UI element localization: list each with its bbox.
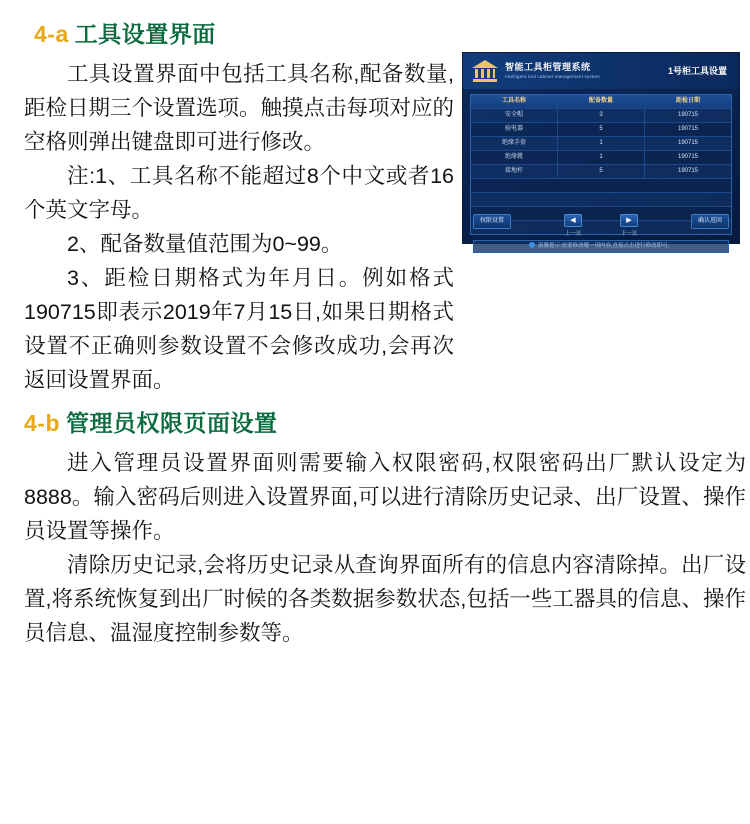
next-page-control[interactable] <box>620 214 638 237</box>
screen-brand-cn: 智能工具柜管理系统 <box>505 62 591 72</box>
prev-page-control[interactable] <box>564 214 582 237</box>
figure-tool-setting-screen <box>462 52 740 249</box>
info-icon <box>529 242 535 248</box>
table-row[interactable] <box>471 179 731 193</box>
screen-hint-bar <box>473 240 729 253</box>
screen-page-title: 1号柜工具设置 <box>667 66 727 76</box>
screen-footer <box>463 214 739 237</box>
paragraph: 清除历史记录,会将历史记录从查询界面所有的信息内容清除掉。出厂设置,将系统恢复到出厂时候的各类数据参数状态,包括一些工器具的信息、操作员信息、温湿度控制参数等。 <box>24 553 746 645</box>
cell-quantity[interactable]: 5 <box>558 165 645 178</box>
next-page-label: 下一页 <box>620 231 638 237</box>
cell-tool-name[interactable]: 绝缘靴 <box>471 151 558 164</box>
column-header: 工具名称 <box>471 95 558 108</box>
cell-inspection-date[interactable]: 190715 <box>677 126 699 132</box>
arrow-right-icon[interactable]: ▶ <box>620 214 638 227</box>
screen-brand <box>505 62 600 80</box>
section-4b-heading <box>24 405 736 438</box>
permission-setting-button[interactable]: 权限设置 <box>473 214 511 229</box>
paragraph: 3、距检日期格式为年月日。例如格式190715即表示2019年7月15日,如果日期格式设置不正确则参数设置不会修改成功,会再次返回设置界面。 <box>24 266 454 392</box>
cell-tool-name[interactable]: 绝缘手套 <box>471 137 558 150</box>
cell-tool-name[interactable]: 接地杆 <box>471 165 558 178</box>
cell-tool-name[interactable]: 验电器 <box>471 123 558 136</box>
cell-tool-name[interactable]: 安全帽 <box>471 109 558 122</box>
section-4a <box>24 16 454 397</box>
cell-quantity[interactable]: 5 <box>558 123 645 136</box>
table-row[interactable] <box>471 151 731 165</box>
section-4a-heading <box>34 16 454 49</box>
confirm-return-button[interactable]: 确认返回 <box>691 214 729 229</box>
cell-quantity[interactable]: 1 <box>558 151 645 164</box>
table-row[interactable] <box>471 123 731 137</box>
section-4a-number: 4-a <box>34 21 69 47</box>
paragraph: 2、配备数量值范围为0~99。 <box>67 232 343 256</box>
section-4b-number: 4-b <box>24 410 60 436</box>
table-row[interactable] <box>471 193 731 207</box>
table-header-row <box>471 95 731 109</box>
section-4b <box>14 405 746 650</box>
table-row[interactable] <box>471 165 731 179</box>
cell-inspection-date[interactable]: 190715 <box>677 168 699 174</box>
screen-brand-en: Intelligent tool cabinet management system <box>505 74 600 79</box>
paragraph: 进入管理员设置界面则需要输入权限密码,权限密码出厂默认设定为8888。输入密码后则进入设置界面,可以进行清除历史记录、出厂设置、操作员设置等操作。 <box>24 451 746 543</box>
screen-hint-text: 温馨提示:需要修改哪一项内容,直接点击进行修改即可。 <box>537 243 674 249</box>
section-4b-title: 管理员权限页面设置 <box>66 410 278 436</box>
column-header: 配备数量 <box>558 95 645 108</box>
paragraph: 注:1、工具名称不能超过8个中文或者16个英文字母。 <box>24 164 454 222</box>
prev-page-label: 上一页 <box>564 231 582 237</box>
column-header: 距检日期 <box>675 98 700 104</box>
section-4a-body <box>24 57 454 397</box>
screen-header <box>463 53 739 89</box>
cell-quantity[interactable]: 1 <box>558 137 645 150</box>
cell-inspection-date[interactable]: 190715 <box>677 140 699 146</box>
cell-inspection-date[interactable]: 190715 <box>677 112 699 118</box>
cabinet-logo-icon <box>471 58 499 84</box>
cell-quantity[interactable]: 3 <box>558 109 645 122</box>
section-4b-body <box>24 446 746 650</box>
screen-pagination <box>564 214 638 237</box>
table-row[interactable] <box>471 137 731 151</box>
arrow-left-icon[interactable]: ◀ <box>564 214 582 227</box>
table-row[interactable] <box>471 109 731 123</box>
paragraph: 工具设置界面中包括工具名称,配备数量,距检日期三个设置选项。触摸点击每项对应的空格则弹出键盘即可进行修改。 <box>24 62 455 154</box>
section-4a-title: 工具设置界面 <box>74 21 216 47</box>
cell-inspection-date[interactable]: 190715 <box>677 154 699 160</box>
